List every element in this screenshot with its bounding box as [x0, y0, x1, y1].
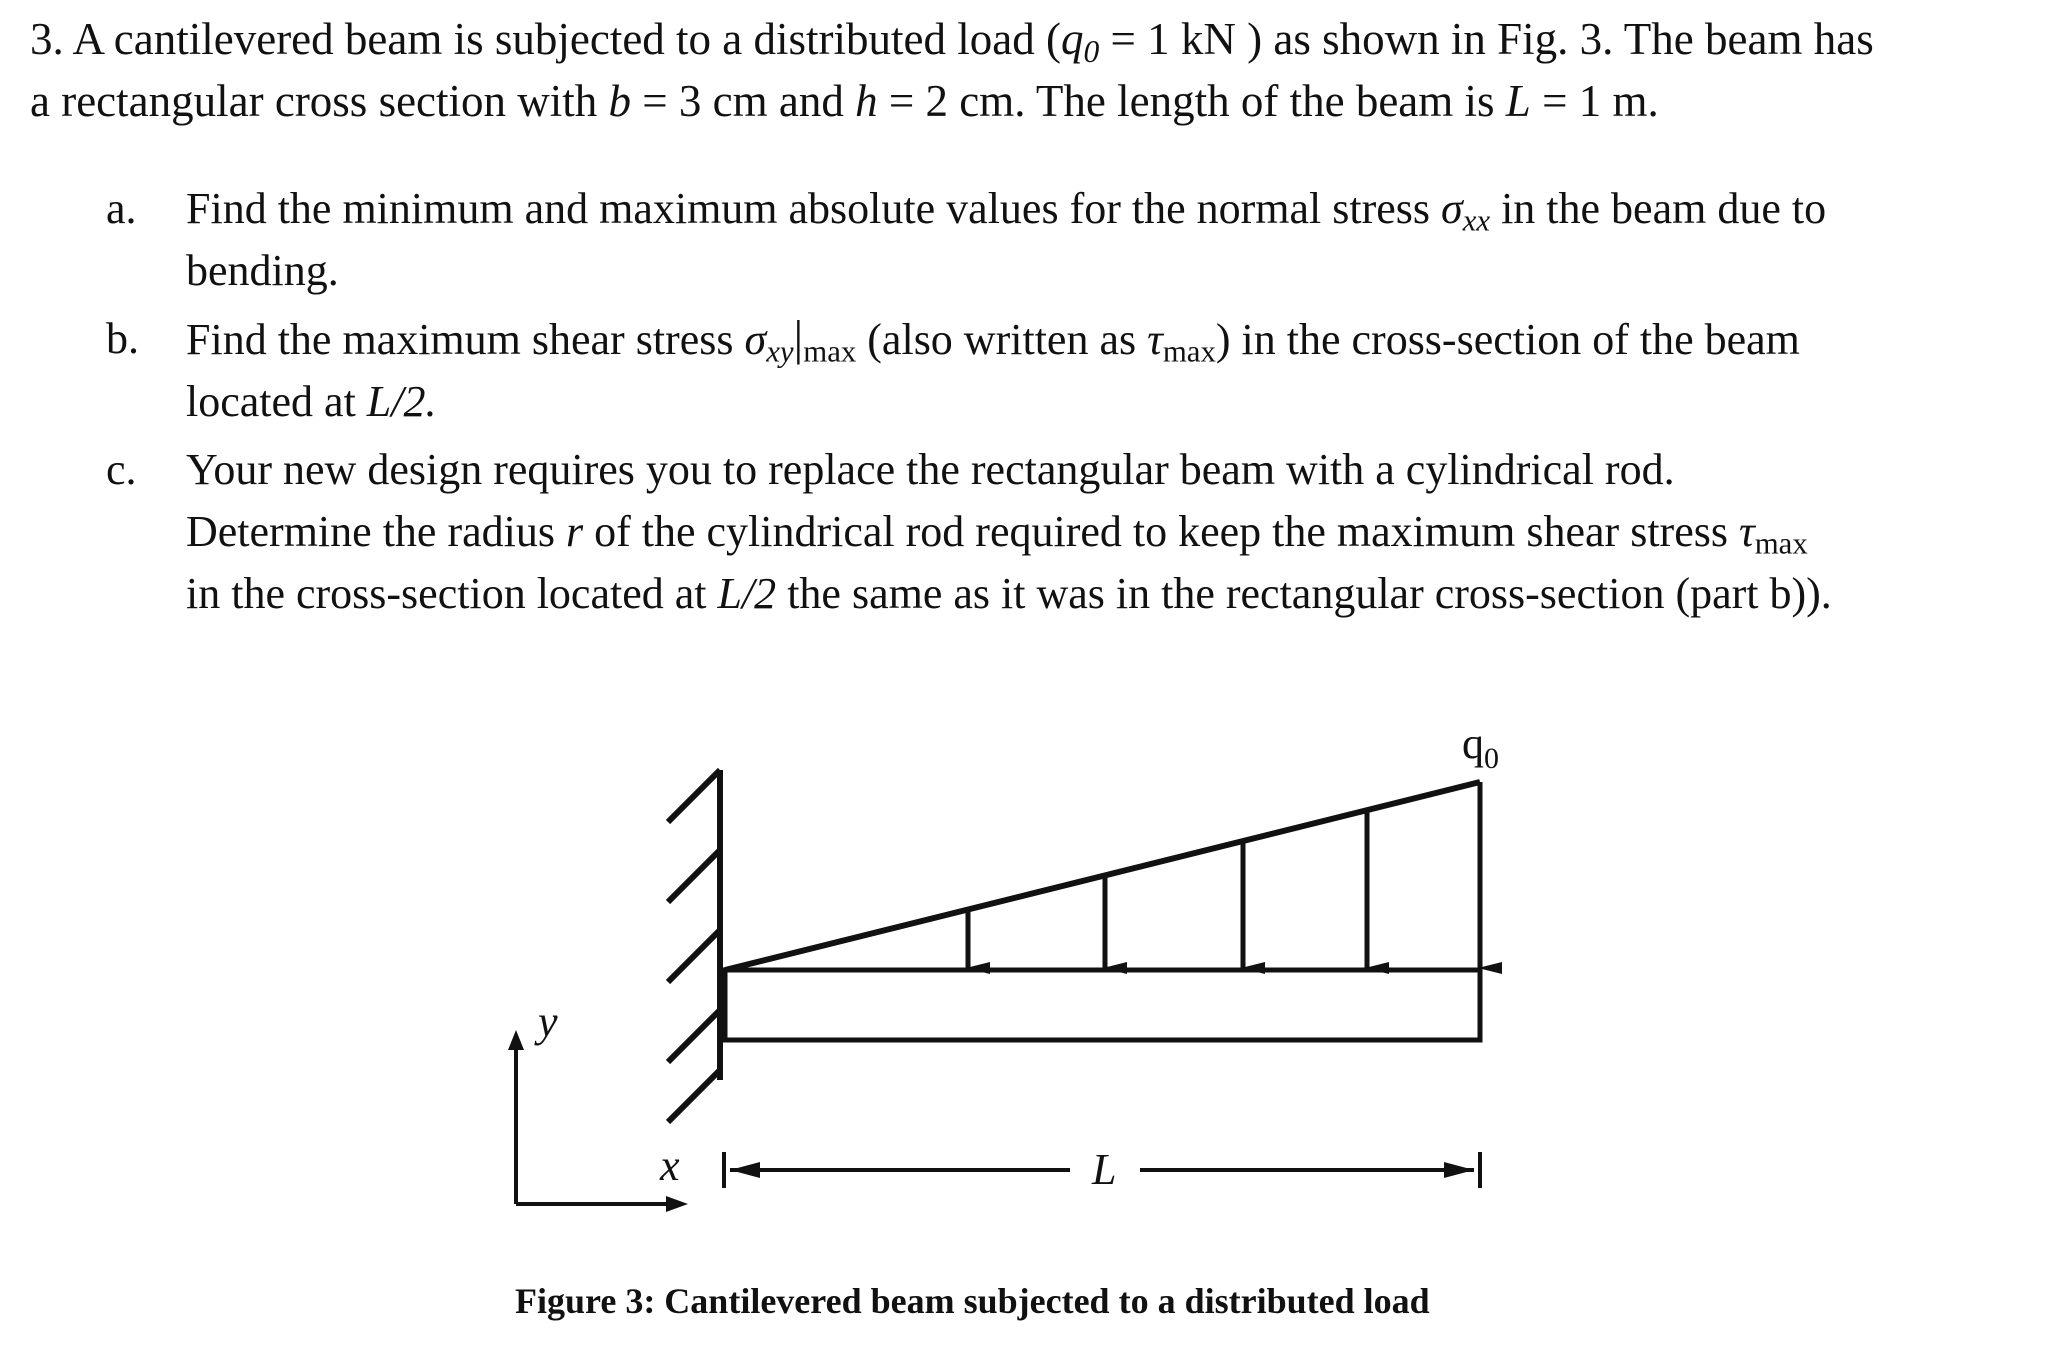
part-a-text: in the beam due to — [1490, 184, 1827, 233]
part-b-text: ) in the cross-section of the beam — [1215, 315, 1800, 364]
tau-symbol: τ — [1147, 315, 1163, 364]
figure-caption: Figure 3: Cantilevered beam subjected to a distributed load — [515, 1281, 1430, 1321]
q0-symbol: q — [1060, 14, 1084, 64]
y-axis-arrowhead — [508, 1030, 524, 1050]
part-c — [30, 439, 2005, 625]
dimension-arrowhead-right — [1444, 1162, 1474, 1178]
part-c-text: Determine the radius — [186, 507, 566, 556]
part-a — [30, 178, 2005, 302]
x-axis-label: x — [660, 1141, 680, 1190]
problem-text: = 1 kN ) as shown in Fig. 3. The beam has — [1099, 14, 1874, 64]
part-b-text: located at — [186, 377, 367, 426]
y-axis-label: y — [538, 997, 558, 1046]
subquestions — [30, 178, 2005, 631]
problem-text: = 3 cm and — [631, 76, 856, 126]
sigma-subscript: xx — [1462, 203, 1491, 238]
L-half: L/2 — [717, 569, 777, 618]
part-a-label: a. — [106, 184, 137, 233]
sigma-subscript: xy — [766, 334, 794, 369]
part-b-text: (also written as — [856, 315, 1148, 364]
q0-label: $q_0$ — [1462, 719, 1499, 775]
sigma-symbol: σ — [1441, 184, 1463, 233]
problem-text: = 2 cm. The length of the beam is — [877, 76, 1506, 126]
tau-subscript: max — [1754, 526, 1808, 561]
problem-text: = 1 m. — [1530, 76, 1659, 126]
part-c-text: of the cylindrical rod required to keep the maximum shear stress — [583, 507, 1739, 556]
tau-symbol: τ — [1738, 507, 1755, 556]
L-symbol: L — [1505, 76, 1531, 126]
length-label: L — [1092, 1145, 1117, 1194]
problem-text: A cantilevered beam is subjected to a distributed load ( — [72, 14, 1061, 64]
h-symbol: h — [855, 76, 878, 126]
part-c-text: the same as it was in the rectangular cross-section (part b)). — [776, 569, 1832, 618]
r-symbol: r — [565, 507, 584, 556]
problem-statement — [30, 8, 2005, 132]
sigma-symbol: σ — [744, 315, 767, 364]
b-symbol: b — [608, 76, 632, 126]
part-c-text: in the cross-section located at — [186, 569, 718, 618]
part-b-label: b. — [106, 314, 139, 363]
tau-subscript: max — [1162, 334, 1216, 369]
part-b: b. Find the maximum shear stress $\sigma_{xy}|_{max}$ (also written as $\tau_{max}$) in the cross-section of the beam located at L/2. — [30, 308, 2005, 433]
max-subscript: max — [803, 334, 857, 369]
problem-number: 3. — [30, 14, 64, 64]
x-axis-arrowhead — [666, 1196, 688, 1212]
L-half: L/2. — [366, 377, 437, 426]
problem-line-1 — [30, 8, 2005, 70]
part-a-text: bending. — [186, 246, 339, 295]
dimension-arrowhead-left — [730, 1162, 760, 1178]
part-c-label: c. — [106, 445, 137, 494]
beam — [725, 970, 1480, 1040]
problem-text: a rectangular cross section with — [30, 76, 609, 126]
part-c-text: Your new design requires you to replace the rectangular beam with a cylindrical rod. — [186, 445, 1675, 494]
problem-line-2 — [30, 70, 2005, 132]
part-b-text: Find the maximum shear stress — [186, 315, 745, 364]
q0-subscript: 0 — [1083, 33, 1100, 69]
part-a-text: Find the minimum and maximum absolute values for the normal stress — [186, 184, 1442, 233]
wall-hatching — [668, 770, 720, 1122]
load-envelope — [725, 782, 1480, 970]
